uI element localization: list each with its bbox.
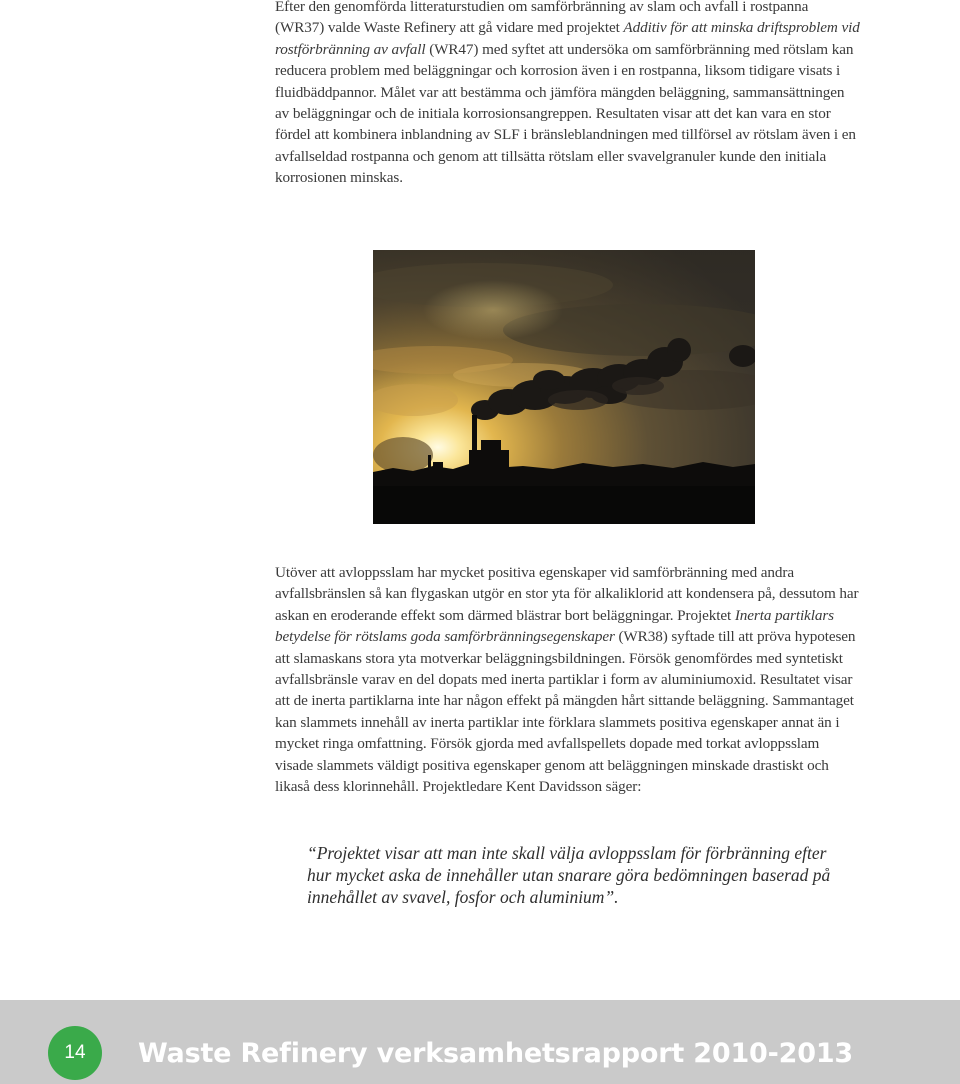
intro-text-part-1: Efter den genomförda litteraturstudien om samförbränning av slam och avfall i rostpanna (WR37) valde Waste Refinery att gå vidare med projektet	[275, 0, 809, 37]
intro-text-part-2: (WR47) med syftet att undersöka om samförbränning med rötslam kan reducera problem med beläggningar och korrosion även i en rostpanna, liksom tidigare visats i fluidbäddpannor. Målet var att bestämma och jämföra mängden beläggning, sammansättningen av beläggningar och de initiala korrosionsangreppen. Resultaten visar att det kan vara en stor fördel att kombinera inblandning av SLF i bränsleblandningen med tillförsel av rötslam även i en avfallseldad rostpanna och genom att tillsätta rötslam eller svavelgranuler kunde den initiala korrosionen minskas.	[275, 40, 856, 187]
pull-quote: “Projektet visar att man inte skall välja avloppsslam för förbränning efter hur mycket aska de innehåller utan snarare göra bedömningen baserad på innehållet av svavel, fosfor och aluminium”.	[307, 843, 831, 907]
page-number-badge: 14	[48, 1026, 102, 1080]
chimney-sunset-photo	[373, 250, 755, 524]
body-text-part-1: Utöver att avloppsslam har mycket positiva egenskaper vid samförbränning med andra avfallsbränslen så kan flygaskan utgör en stor yta för alkaliklorid att kondensera på, dessutom har askan en eroderande effekt som därmed blästrar bort beläggningar. Projektet	[275, 564, 859, 624]
body-paragraph	[275, 562, 860, 797]
body-project-title: Inerta partiklars betydelse för rötslams goda samförbränningsegenskaper	[275, 606, 834, 646]
body-text-part-2: (WR38) syftade till att pröva hypotesen att slamaskans stora yta motverkar beläggningsbildningen. Försök genomfördes med syntetiskt avfallsbränsle varav en del dopats med inerta partiklar i form av aluminiumoxid. Resultatet visar att de inerta partiklarna inte har någon effekt på mängden hårt sittande beläggning. Sammantaget kan slammets innehåll av inerta partiklar inte förklara slammets positiva egenskaper annat än i mycket ringa omfattning. Försök gjorda med avfallspellets dopade med torkat avloppsslam visade slammets väldigt positiva egenskaper genom att beläggningen minskade drastiskt och likaså dess klorinnehåll. Projektledare Kent Davidsson säger:	[275, 628, 856, 796]
intro-paragraph	[275, 0, 860, 189]
intro-project-title: Additiv för att minska driftsproblem vid rostförbränning av avfall	[275, 19, 860, 58]
footer-band	[0, 1000, 960, 1084]
footer-title: Waste Refinery verksamhetsrapport 2010-2013	[137, 1038, 853, 1069]
